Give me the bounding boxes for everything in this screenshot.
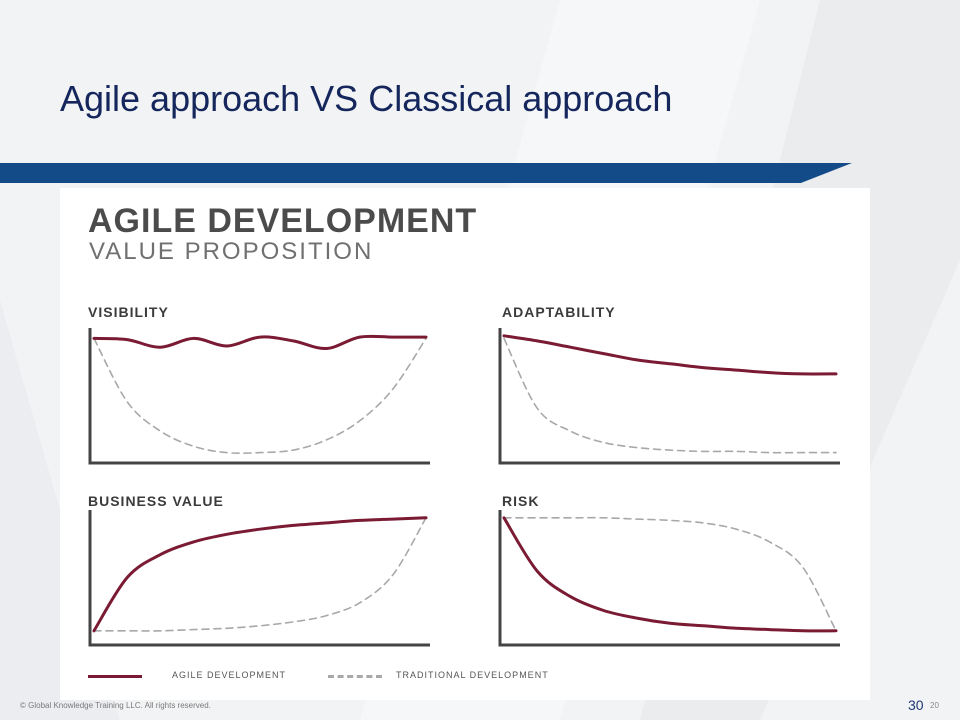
- figure-subheading: VALUE PROPOSITION: [89, 238, 374, 265]
- panel-title-adaptability: ADAPTABILITY: [502, 304, 616, 320]
- legend-traditional-swatch: [328, 675, 382, 678]
- risk-axes: [500, 510, 840, 645]
- legend-agile-swatch: [88, 675, 142, 678]
- business-value-traditional-line: [94, 518, 426, 631]
- panel-title-visibility: VISIBILITY: [88, 304, 169, 320]
- business-value-agile-line: [94, 518, 426, 631]
- page-number: 30: [908, 697, 924, 713]
- risk-agile-line: [504, 518, 836, 631]
- panel-title-business-value: BUSINESS VALUE: [88, 493, 224, 509]
- footer-copyright: © Global Knowledge Training LLC. All rights reserved.: [20, 701, 211, 710]
- legend-traditional-label: TRADITIONAL DEVELOPMENT: [396, 670, 549, 680]
- panel-title-risk: RISK: [502, 493, 540, 509]
- figure-heading: AGILE DEVELOPMENT: [88, 202, 478, 240]
- adaptability-traditional-line: [504, 338, 836, 452]
- charts-canvas: [60, 188, 870, 700]
- page-number-small: 20: [930, 701, 939, 710]
- visibility-agile-line: [94, 336, 426, 348]
- visibility-axes: [90, 328, 430, 463]
- visibility-traditional-line: [94, 338, 426, 453]
- adaptability-axes: [500, 328, 840, 463]
- slide-title: Agile approach VS Classical approach: [60, 78, 673, 119]
- risk-traditional-line: [504, 518, 836, 631]
- adaptability-agile-line: [504, 336, 836, 374]
- agile-value-proposition-figure: [60, 188, 870, 700]
- legend-agile-label: AGILE DEVELOPMENT: [172, 670, 287, 680]
- title-underline-bar: [0, 163, 852, 183]
